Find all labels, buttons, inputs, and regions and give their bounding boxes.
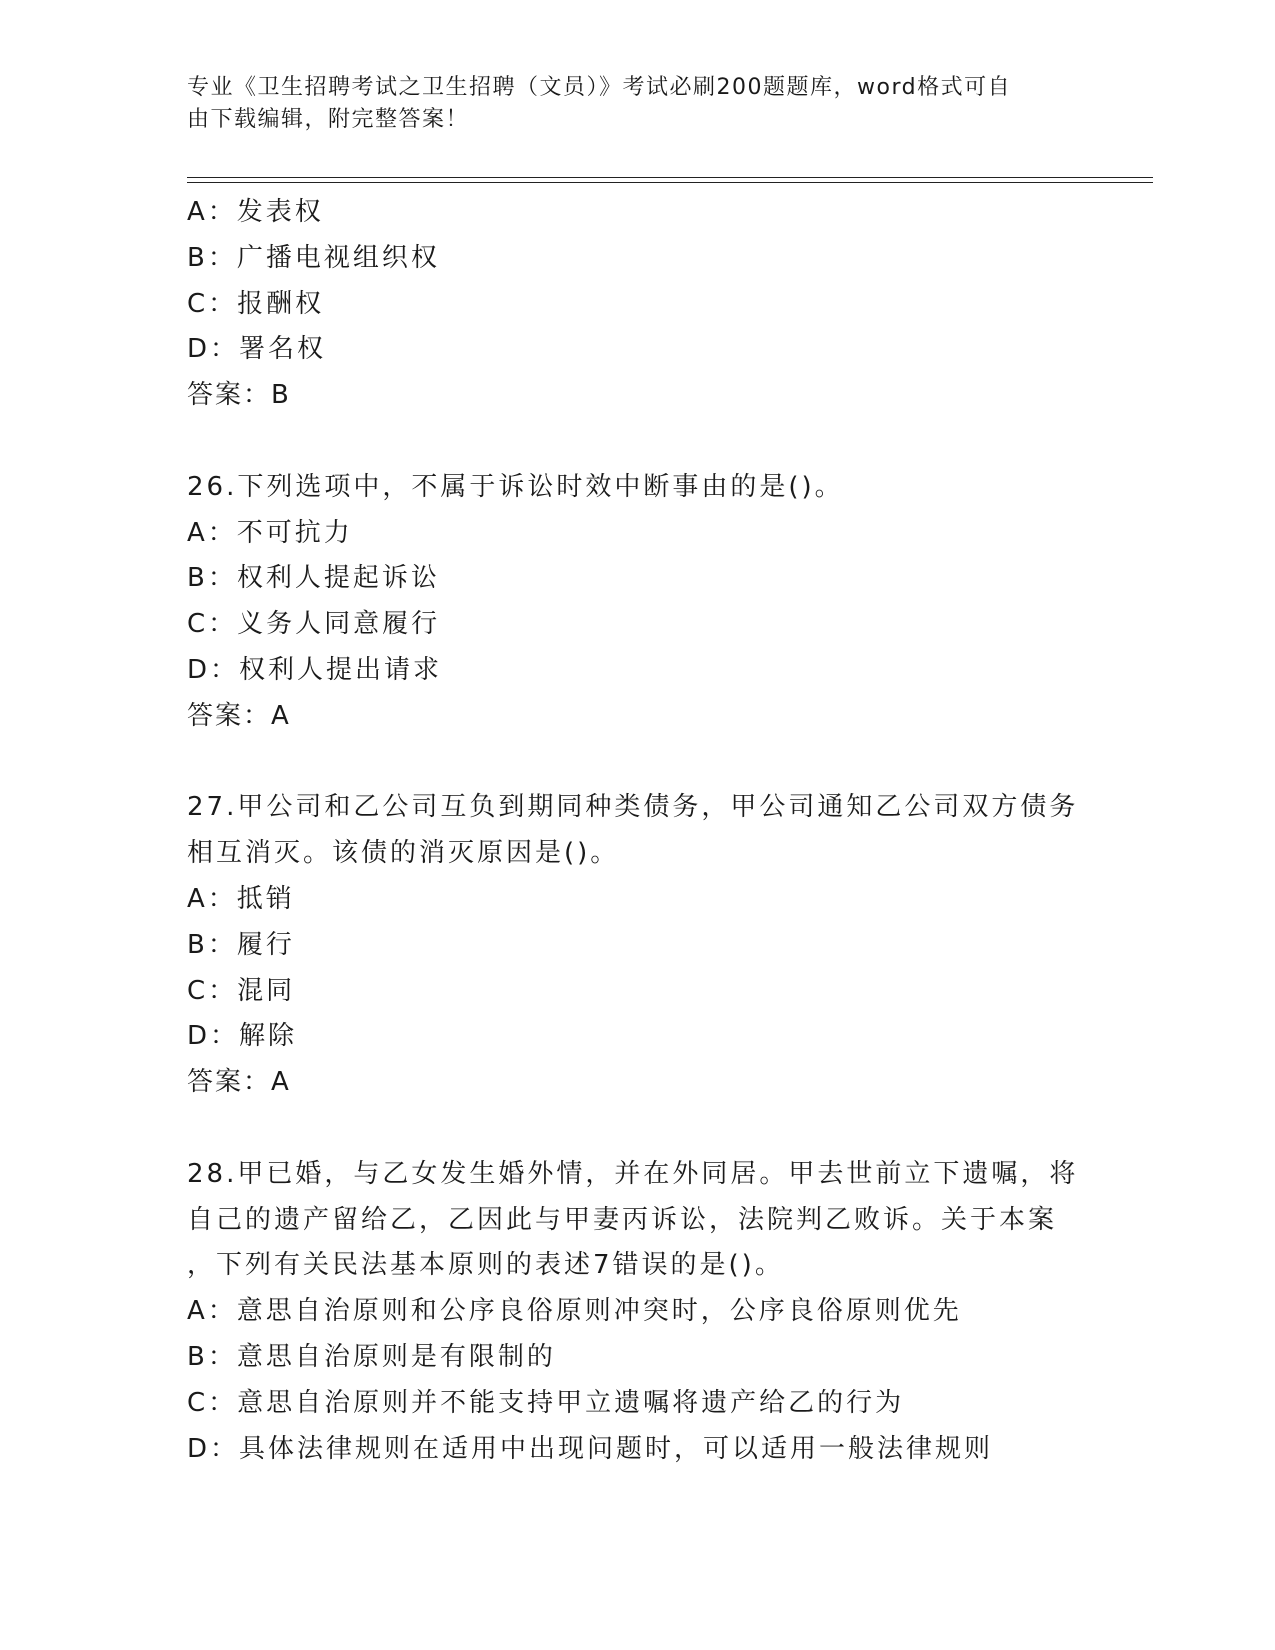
header-line-2: 由下载编辑，附完整答案！ (187, 107, 470, 132)
question-26 (187, 465, 1087, 740)
question-27 (187, 785, 1087, 1106)
question-text-line-3: ，下列有关民法基本原则的表述7错误的是()。 (187, 1250, 784, 1281)
option-c: C：意思自治原则并不能支持甲立遗嘱将遗产给乙的行为 (187, 1387, 905, 1418)
option-b: B：履行 (187, 929, 295, 960)
option-b: B：意思自治原则是有限制的 (187, 1341, 556, 1372)
spacer (187, 419, 1087, 465)
question-text-line-1: 27.甲公司和乙公司互负到期同种类债务，甲公司通知乙公司双方债务 (187, 792, 1079, 823)
question-text-line-1: 28.甲已婚，与乙女发生婚外情，并在外同居。甲去世前立下遗嘱，将 (187, 1158, 1079, 1189)
option-d: D：权利人提出请求 (187, 654, 443, 685)
option-b: B：广播电视组织权 (187, 242, 440, 273)
question-text-line-2: 自己的遗产留给乙，乙因此与甲妻丙诉讼，法院判乙败诉。关于本案 (187, 1204, 1058, 1235)
spacer (187, 1106, 1087, 1152)
option-a: A：发表权 (187, 197, 324, 227)
option-c: C：报酬权 (187, 288, 325, 319)
document-header (187, 72, 1067, 136)
answer: 答案：A (187, 700, 291, 731)
question-text-line-2: 相互消灭。该债的消灭原因是()。 (187, 838, 620, 869)
header-divider-top (187, 177, 1153, 178)
option-c: C：混同 (187, 975, 296, 1006)
answer: 答案：B (187, 380, 291, 411)
question-text: 26.下列选项中，不属于诉讼时效中断事由的是()。 (187, 471, 844, 502)
option-b: B：权利人提起诉讼 (187, 563, 440, 594)
option-a: A：不可抗力 (187, 517, 353, 548)
option-a: A：抵销 (187, 883, 295, 914)
option-d: D：署名权 (187, 334, 327, 365)
option-a: A：意思自治原则和公序良俗原则冲突时，公序良俗原则优先 (187, 1296, 962, 1327)
option-c: C：义务人同意履行 (187, 609, 441, 640)
header-divider-bottom (187, 182, 1153, 183)
answer: 答案：A (187, 1067, 291, 1098)
option-d: D：具体法律规则在适用中出现问题时，可以适用一般法律规则 (187, 1433, 994, 1464)
header-line-1: 专业《卫生招聘考试之卫生招聘（文员）》考试必刷200题题库，word格式可自 (187, 75, 1012, 100)
spacer (187, 740, 1087, 786)
question-list (187, 190, 1087, 1472)
option-d: D：解除 (187, 1021, 298, 1052)
question-25 (187, 190, 1087, 419)
question-28 (187, 1152, 1087, 1473)
